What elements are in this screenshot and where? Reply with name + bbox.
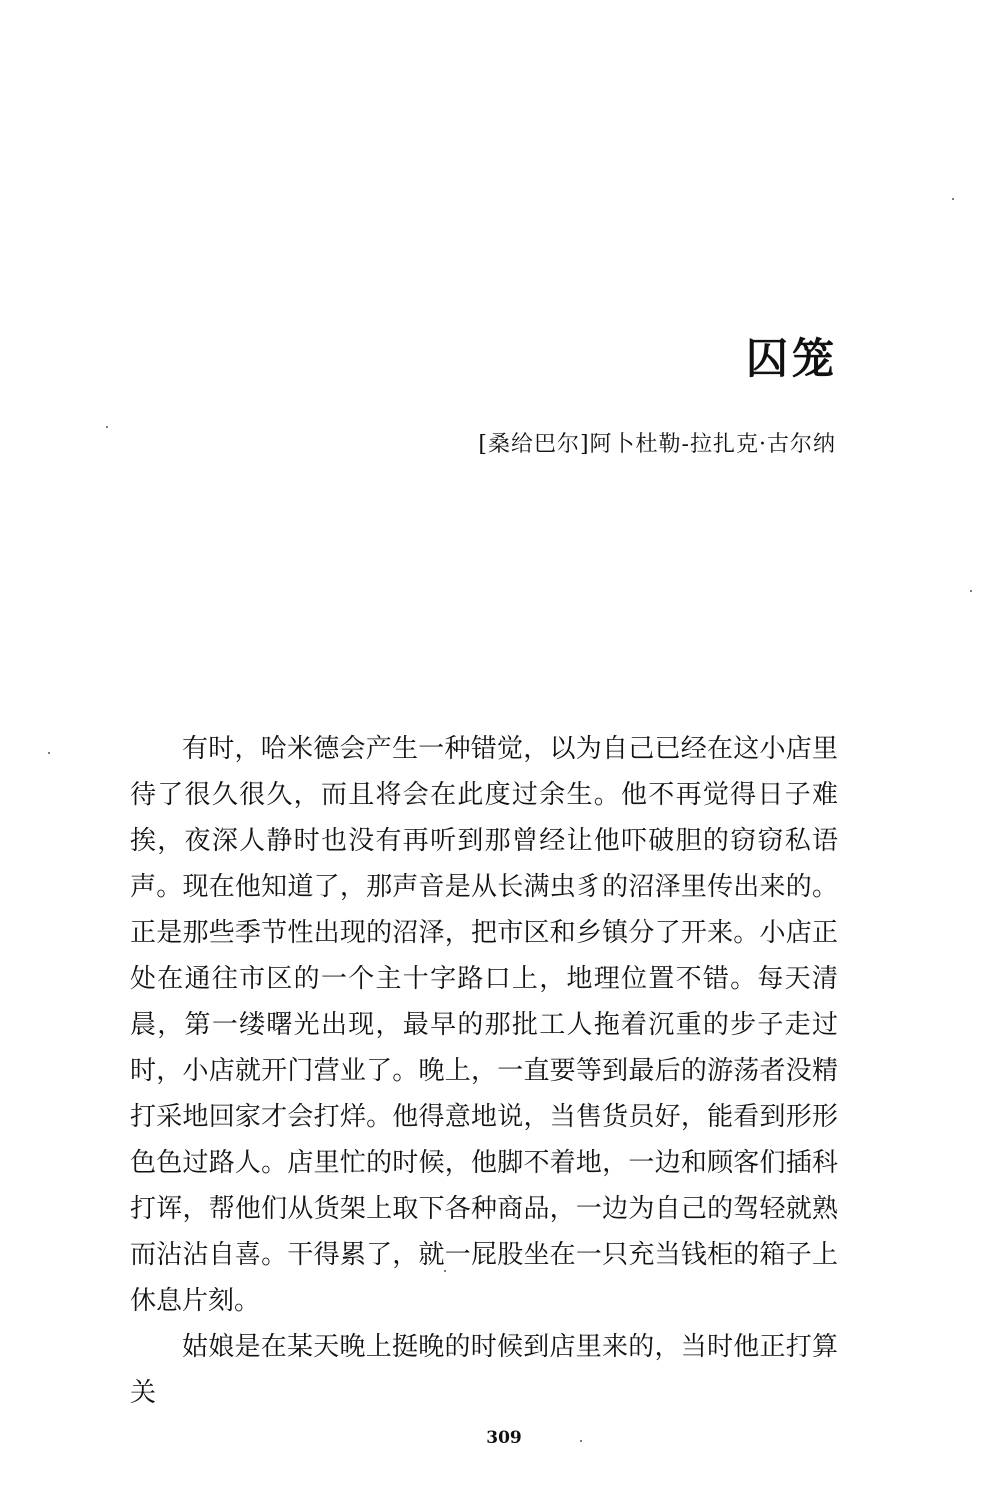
scan-speck — [444, 1270, 446, 1272]
story-body — [130, 726, 838, 1416]
story-title: 囚笼 — [745, 334, 838, 383]
scan-speck — [580, 1440, 582, 1442]
paragraph-1: 有时，哈米德会产生一种错觉，以为自己已经在这小店里待了很久很久，而且将会在此度过余生。他不再觉得日子难挨，夜深人静时也没有再听到那曾经让他吓破胆的窃窃私语声。现在他知道了，那声音是从长满虫豸的沼泽里传出来的。正是那些季节性出现的沼泽，把市区和乡镇分了开来。小店正处在通往市区的一个主十字路口上，地理位置不错。每天清晨，第一缕曙光出现，最早的那批工人拖着沉重的步子走过时，小店就开门营业了。晚上，一直要等到最后的游荡者没精打采地回家才会打烊。他得意地说，当售货员好，能看到形形色色过路人。店里忙的时候，他脚不着地，一边和顾客们插科打诨，帮他们从货架上取下各种商品，一边为自己的驾轻就熟而沾沾自喜。干得累了，就一屁股坐在一只充当钱柜的箱子上休息片刻。 — [130, 734, 838, 1316]
page-number: 309 — [486, 1428, 522, 1448]
author-byline: [桑给巴尔]阿卜杜勒-拉扎克·古尔纳 — [478, 432, 836, 457]
scan-speck — [48, 752, 50, 754]
scan-speck — [952, 198, 954, 200]
scan-speck — [970, 590, 972, 592]
scan-speck — [106, 426, 108, 428]
paragraph-2: 姑娘是在某天晚上挺晚的时候到店里来的，当时他正打算关 — [130, 1332, 838, 1408]
